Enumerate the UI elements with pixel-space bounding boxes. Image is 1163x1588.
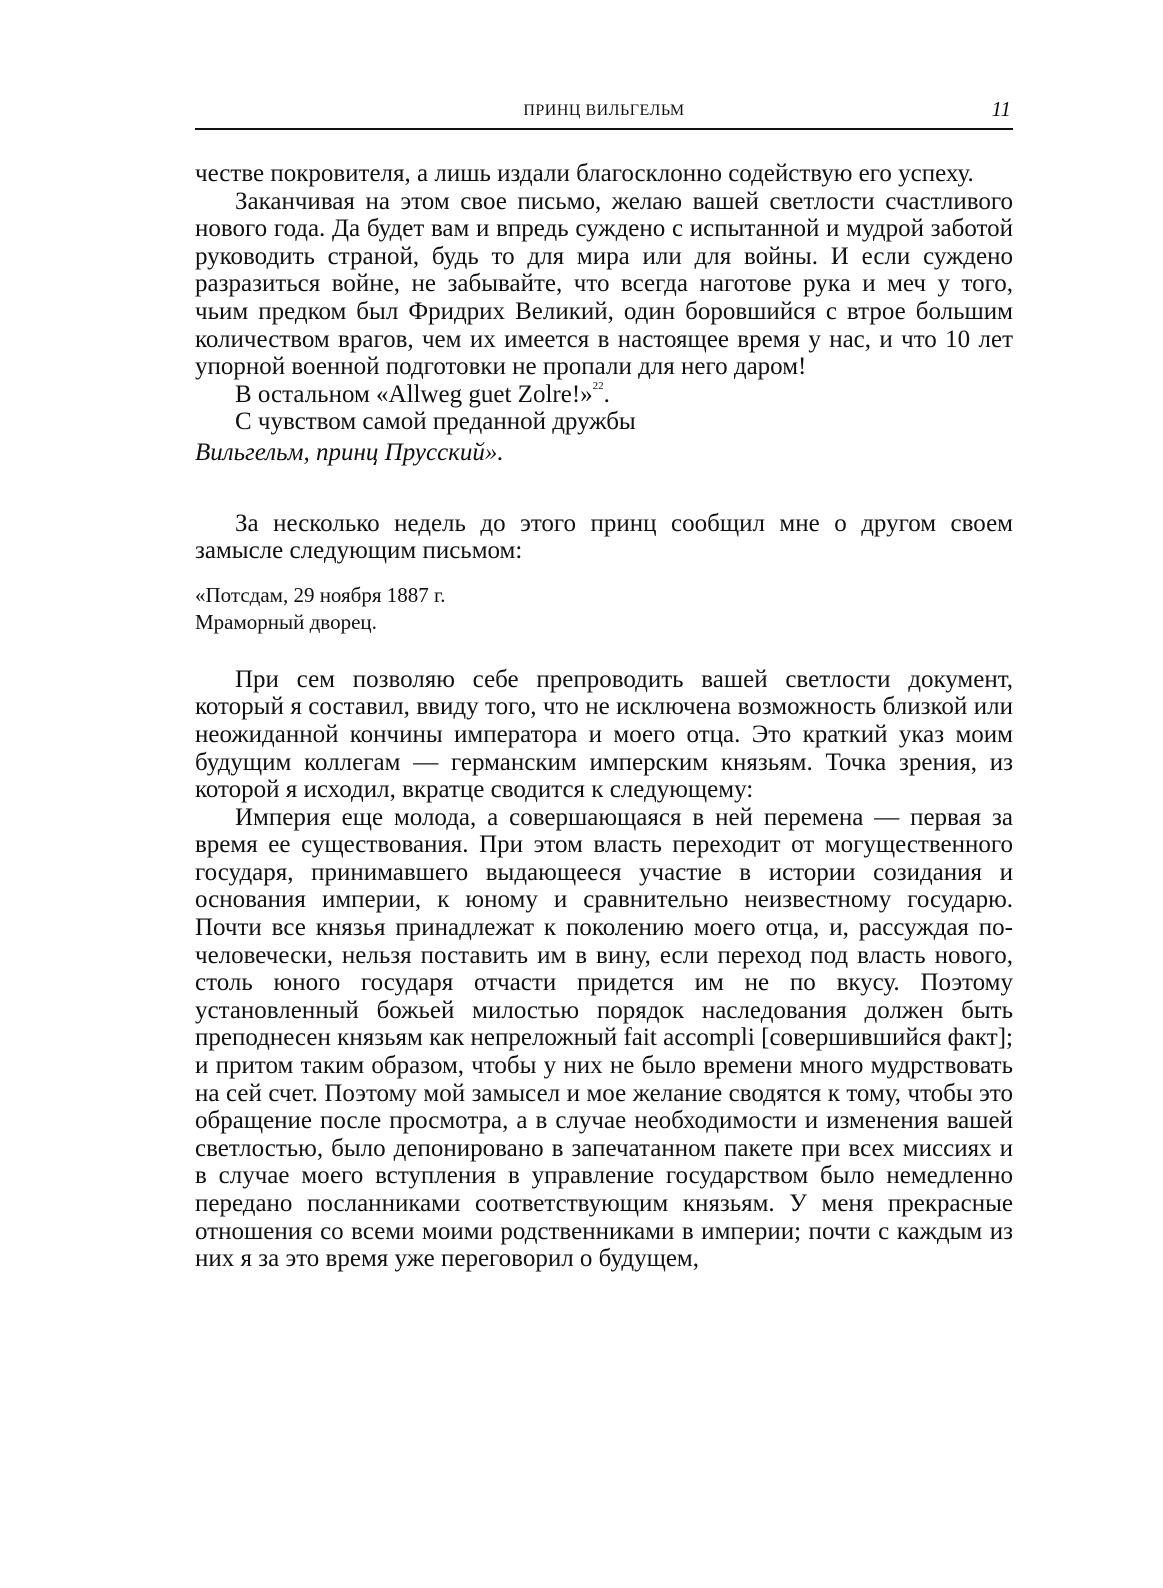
letter-place-detail: Мраморный дворец. xyxy=(195,609,377,634)
page-header xyxy=(195,99,1013,123)
letter-farewell: С чувством самой преданной дружбы xyxy=(235,408,636,436)
footnote-marker: 22 xyxy=(592,379,604,392)
body-text xyxy=(195,160,1013,1273)
page-number: 11 xyxy=(991,97,1011,121)
header-rule xyxy=(195,128,1013,130)
letter-place-date: «Потсдам, 29 ноября 1887 г. xyxy=(195,582,446,607)
narration-intro: За несколько недель до этого принц сообщил мне о другом своем замысле следующим письмом: xyxy=(195,509,1013,565)
section-gap xyxy=(195,467,1013,510)
section-gap xyxy=(195,636,1013,666)
letter-closing-wishes: Заканчивая на этом свое письмо, желаю вашей светлости счастливого нового года. Да будет вам и впредь суждено с испытанной и мудрой заботой руководить страной, будь то для мира или для войны. И если суждено разразиться войне, не забывайте, что всегда наготове рука и меч у того, чьим предком был Фридрих Великий, один боровшийся с втрое большим количеством врагов, чем их имеется в настоящее время у нас, и что 10 лет упорной военной подготовки не пропали для него даром! xyxy=(195,187,1013,381)
running-title: ПРИНЦ ВИЛЬГЕЛЬМ xyxy=(523,102,685,119)
motto-period: . xyxy=(603,380,610,408)
second-letter-paragraph-2: Империя еще молода, а совершающаяся в ней перемена — первая за время ее существования. При этом власть переходит от могущественного государя, принимавшего выдающееся участие в истории созидания и основания империи, к юному и сравнительно неизвестному государю. Почти все князья принадлежат к поколению моего отца, и, рассуждая по-человечески, нельзя поставить им в вину, если переход под власть нового, столь юного государя отчасти придется им не по вкусу. Поэтому установленный божьей милостью порядок наследования должен быть преподнесен князьям как непреложный fait accompli [совершившийся факт]; и притом таким образом, чтобы у них не было времени много мудрствовать на сей счет. Поэтому мой замысел и мое желание сводятся к тому, чтобы это обращение после просмотра, а в случае необходимости и изменения вашей светлостью, было депонировано в запечатанном пакете при всех миссиях и в случае моего вступления в управление государством было немедленно передано посланниками соответствующим князьям. У меня прекрасные отношения со всеми моими родственниками в империи; почти с каждым из них я за это время уже переговорил о будущем, xyxy=(195,803,1013,1273)
second-letter-paragraph-1: При сем позволяю себе препроводить вашей светлости документ, который я составил, ввиду того, что не исключена возможность близкой или неожиданной кончины императора и моего отца. Это краткий указ моим будущим коллегам — германским имперским князьям. Точка зрения, из которой я исходил, вкратце сводится к следующему: xyxy=(195,665,1013,804)
letter-signature: Вильгельм, принц Прусский». xyxy=(195,438,504,466)
letter-motto xyxy=(195,381,1013,409)
motto-text: В остальном «Allweg guet Zolre!» xyxy=(235,380,593,408)
letter-continuation: честве покровителя, а лишь издали благосклонно содействую его успеху. xyxy=(195,160,974,187)
